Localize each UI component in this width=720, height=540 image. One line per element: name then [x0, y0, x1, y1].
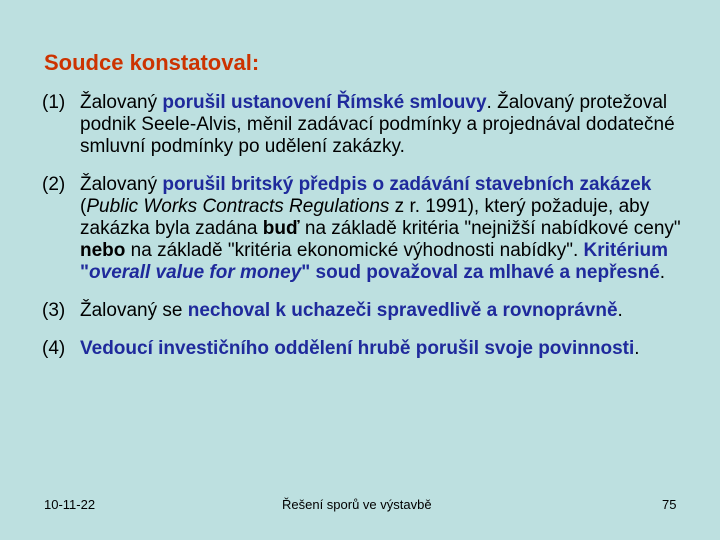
highlight-segment: nechoval k uchazeči spravedlivě a rovnoprávně — [187, 300, 618, 321]
item-text — [80, 92, 675, 157]
footer-title: Řešení sporů ve výstavbě — [282, 497, 432, 512]
bold-segment: nebo — [80, 240, 126, 261]
list-item — [42, 300, 702, 322]
text-segment: . — [634, 338, 640, 359]
item-text — [80, 338, 640, 359]
highlight-italic-segment: overall value for money — [89, 262, 302, 283]
list-item — [42, 174, 702, 284]
item-number: (3) — [42, 300, 66, 321]
list-item — [42, 92, 702, 158]
item-number: (2) — [42, 174, 66, 195]
text-segment: Žalovaný se — [80, 300, 188, 321]
item-number: (4) — [42, 338, 66, 359]
text-segment: ( — [80, 196, 87, 217]
page-number: 75 — [662, 497, 677, 512]
item-text — [80, 300, 623, 321]
text-segment: na základě "kritéria ekonomické výhodnosti nabídky". — [125, 240, 584, 261]
text-segment: z r. 1991), který požaduje, aby zakázka byla zadána — [80, 196, 650, 239]
text-segment: Žalovaný — [80, 174, 163, 195]
text-segment: . — [659, 262, 666, 283]
highlight-segment: porušil britský předpis o zadávání stavebních zakázek — [162, 174, 652, 195]
text-segment: Žalovaný — [80, 92, 163, 113]
bold-segment: buď — [262, 218, 300, 239]
item-list — [42, 92, 702, 376]
italic-segment: Public Works Contracts Regulations — [86, 196, 390, 217]
highlight-segment: Vedoucí investičního oddělení hrubě porušil svoje povinnosti — [80, 338, 635, 359]
highlight-segment: Kritérium " — [80, 240, 668, 283]
text-segment: . Žalovaný protežoval podnik Seele-Alvis, měnil zadávací podmínky a projednával dodatečné smluvní podmínky po udělení zakázky. — [80, 92, 675, 157]
footer-date: 10-11-22 — [44, 497, 96, 512]
highlight-segment: porušil ustanovení Římské smlouvy — [162, 92, 487, 113]
list-item — [42, 338, 702, 360]
item-text — [80, 174, 681, 283]
highlight-segment: " soud považoval za mlhavé a nepřesné — [301, 262, 660, 283]
text-segment: . — [617, 300, 623, 321]
text-segment: na základě kritéria "nejnižší nabídkové ceny" — [299, 218, 681, 239]
item-number: (1) — [42, 92, 66, 113]
slide-title: Soudce konstatoval: — [44, 50, 260, 75]
